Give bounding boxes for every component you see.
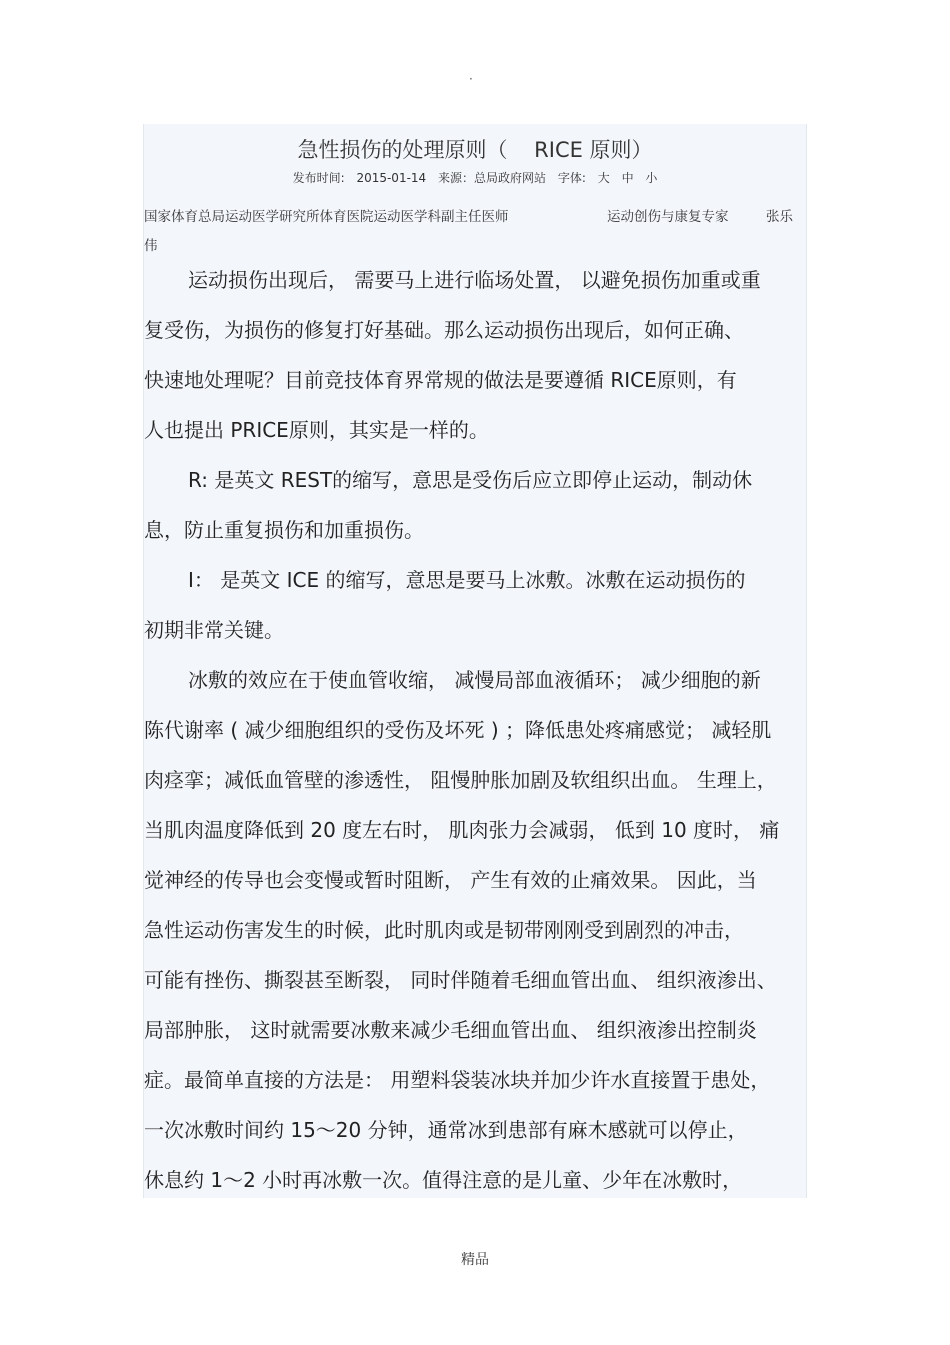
paragraph-line: 可能有挫伤、撕裂甚至断裂， 同时伴随着毛细血管出血、 组织液渗出、 — [144, 968, 777, 992]
paragraph-line: 当肌肉温度降低到 20 度左右时， 肌肉张力会减弱， 低到 10 度时， 痛 — [144, 818, 780, 842]
paragraph-line: 局部肿胀， 这时就需要冰敷来减少毛细血管出血、 组织液渗出控制炎 — [144, 1018, 757, 1042]
font-size-small-link[interactable]: 小 — [645, 171, 658, 185]
font-size-label: 字体: — [557, 171, 586, 185]
paragraph-line: 冰敷的效应在于使血管收缩， 减慢局部血液循环； 减少细胞的新 — [188, 668, 761, 692]
paragraph-line: 一次冰敷时间约 15～20 分钟，通常冰到患部有麻木感就可以停止， — [144, 1118, 748, 1142]
paragraph-line: 快速地处理呢？目前竞技体育界常规的做法是要遵循 RICE原则，有 — [144, 368, 737, 392]
author-name-wrap: 伟 — [144, 238, 158, 254]
paragraph-line: 肉痉挛；减低血管壁的渗透性， 阻慢肿胀加剧及软组织出血。 生理上， — [144, 768, 777, 792]
paragraph-line: 人也提出 PRICE原则，其实是一样的。 — [144, 418, 489, 442]
article-meta — [144, 169, 806, 186]
article-title: 急性损伤的处理原则（ RICE 原则） — [297, 138, 653, 162]
header-mark: · — [469, 72, 473, 86]
paragraph-line: R: 是英文 REST的缩写，意思是受伤后应立即停止运动，制动休 — [188, 468, 753, 492]
paragraph-line: 急性运动伤害发生的时候，此时肌肉或是韧带刚刚受到剧烈的冲击， — [144, 918, 744, 942]
source-label: 来源：总局政府网站 — [438, 171, 547, 185]
date-label: 发布时间: — [292, 171, 345, 185]
font-size-large-link[interactable]: 大 — [597, 171, 610, 185]
paragraph-line: 症。最简单直接的方法是： 用塑料袋装冰块并加少许水直接置于患处， — [144, 1068, 771, 1092]
article-panel — [143, 124, 807, 1198]
author-affiliation: 国家体育总局运动医学研究所体育医院运动医学科副主任医师 — [144, 209, 509, 225]
font-size-medium-link[interactable]: 中 — [621, 171, 634, 185]
paragraph-line: 觉神经的传导也会变慢或暂时阻断， 产生有效的止痛效果。 因此，当 — [144, 868, 757, 892]
paragraph-line: 息，防止重复损伤和加重损伤。 — [144, 518, 424, 542]
paragraph-line: 运动损伤出现后， 需要马上进行临场处置， 以避免损伤加重或重 — [188, 268, 761, 292]
paragraph-line: 复受伤，为损伤的修复打好基础。那么运动损伤出现后，如何正确、 — [144, 318, 744, 342]
article-body — [144, 255, 806, 1198]
author-title: 运动创伤与康复专家 — [607, 209, 729, 225]
author-name: 张乐 — [766, 209, 793, 225]
paragraph-line: I： 是英文 ICE 的缩写，意思是要马上冰敷。冰敷在运动损伤的 — [188, 568, 746, 592]
publish-date: 2015-01-14 — [356, 171, 427, 185]
paragraph-line: 陈代谢率 ( 减少细胞组织的受伤及坏死 ) ；降低患处疼痛感觉； 减轻肌 — [144, 718, 772, 742]
paragraph-line: 初期非常关键。 — [144, 618, 284, 642]
page-footer: 精品 — [461, 1252, 489, 1268]
paragraph-line: 休息约 1～2 小时再冰敷一次。值得注意的是儿童、少年在冰敷时， — [144, 1168, 743, 1192]
